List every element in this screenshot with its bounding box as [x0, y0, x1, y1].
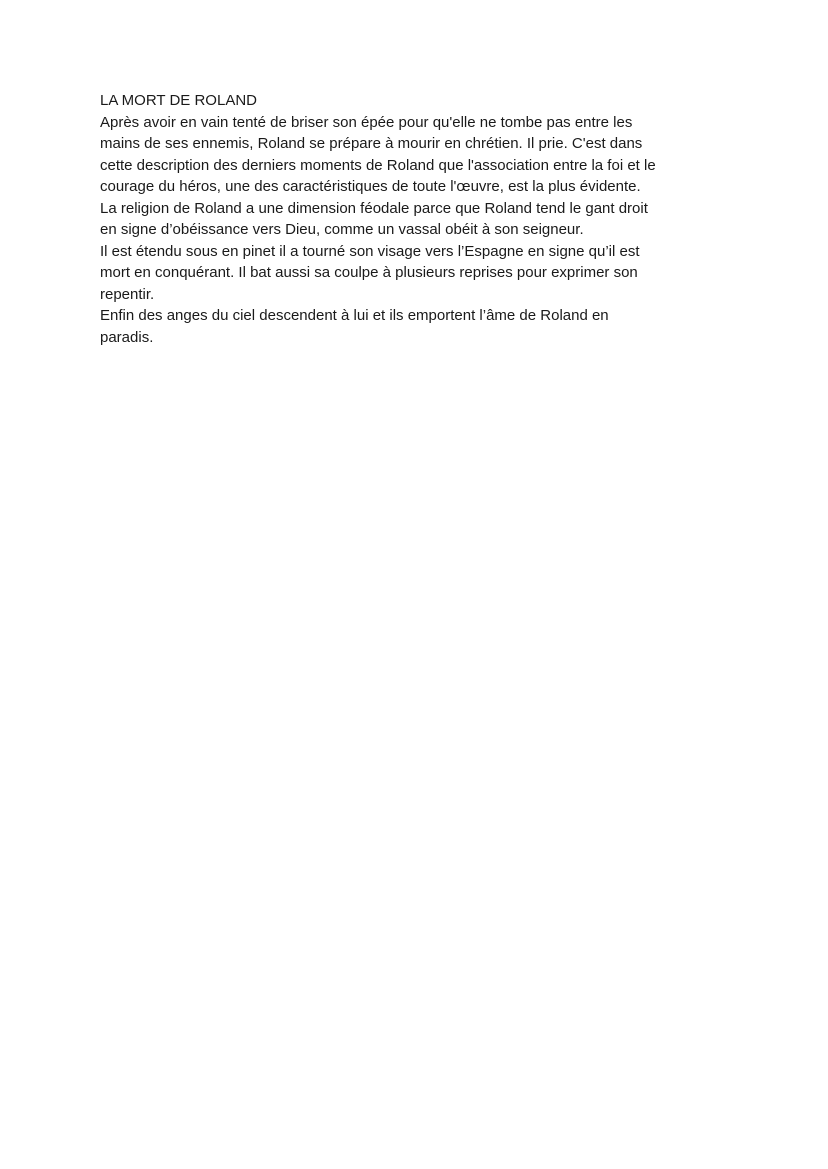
text-line: cette description des derniers moments de Roland que l'association entre la foi et le — [100, 156, 656, 174]
text-line: paradis. — [100, 328, 154, 346]
text-line: en signe d’obéissance vers Dieu, comme un vassal obéit à son seigneur. — [100, 221, 584, 238]
document-title: LA MORT DE ROLAND — [100, 92, 257, 109]
text-line: Il est étendu sous en pinet il a tourné son visage vers l’Espagne en signe qu’il est — [100, 242, 640, 260]
text-line: Après avoir en vain tenté de briser son épée pour qu'elle ne tombe pas entre les — [100, 113, 633, 131]
document-body — [100, 90, 740, 348]
text-line: mort en conquérant. Il bat aussi sa coulpe à plusieurs reprises pour exprimer son — [100, 264, 638, 281]
text-line: repentir. — [100, 285, 155, 303]
text-line: La religion de Roland a une dimension féodale parce que Roland tend le gant droit — [100, 199, 648, 217]
text-line: mains de ses ennemis, Roland se prépare à mourir en chrétien. Il prie. C'est dans — [100, 135, 643, 152]
text-line: courage du héros, une des caractéristiques de toute l'œuvre, est la plus évidente. — [100, 178, 641, 195]
text-line: Enfin des anges du ciel descendent à lui et ils emportent l’âme de Roland en — [100, 307, 609, 324]
